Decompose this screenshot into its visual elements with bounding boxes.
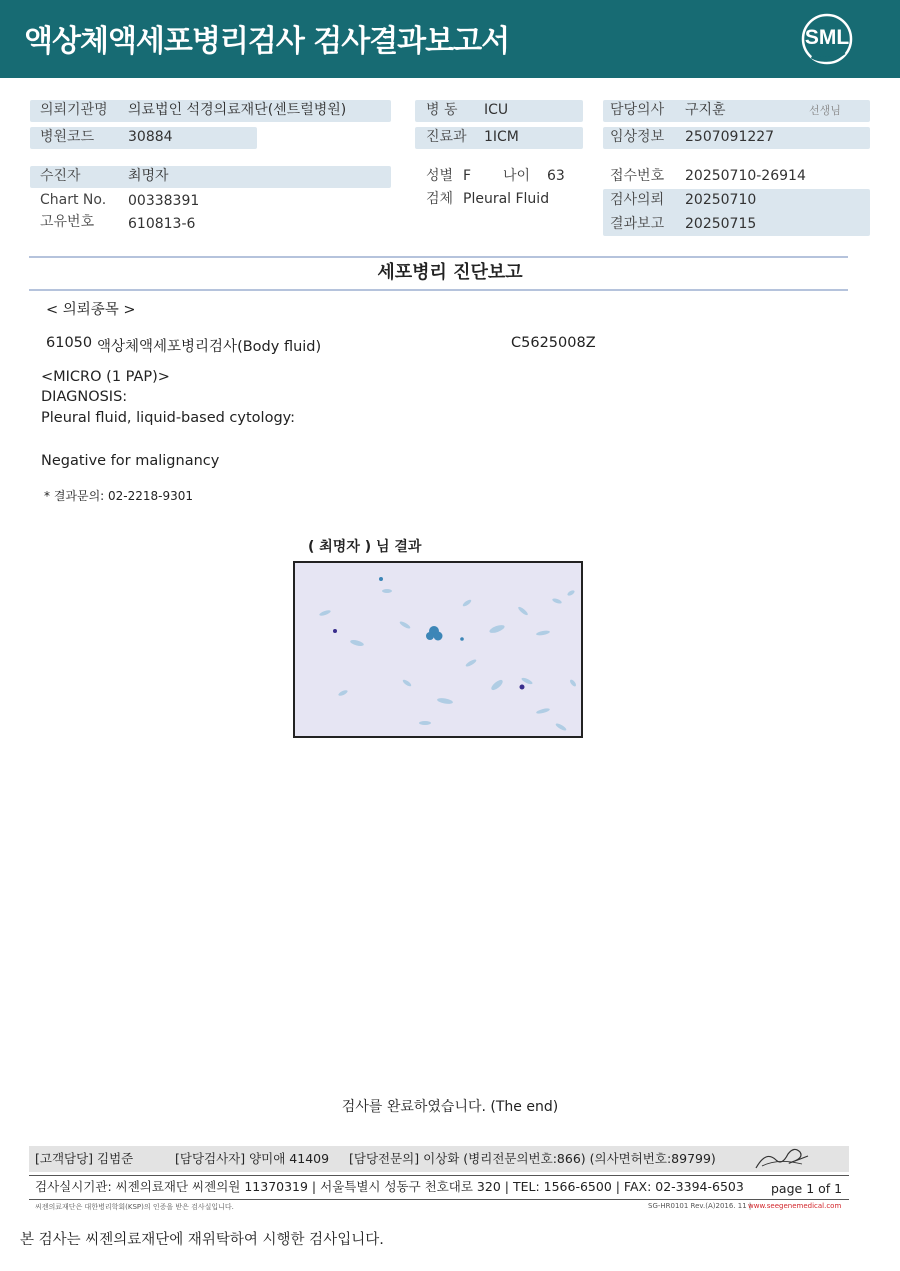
footer-customer: [고객담당] 김범준 xyxy=(35,1151,134,1166)
patient-value: 최명자 xyxy=(128,168,169,184)
footer-page: page 1 of 1 xyxy=(771,1181,843,1196)
dept-value: 1ICM xyxy=(484,129,519,145)
doctor-suffix: 선생님 xyxy=(809,104,841,117)
report-main-title: 액상체액세포병리검사 검사결과보고서 xyxy=(24,24,510,59)
cytology-image xyxy=(293,561,583,738)
request-label: 검사의뢰 xyxy=(610,192,665,208)
logo-text: SML xyxy=(804,26,850,49)
specimen-label: 검체 xyxy=(426,191,454,207)
doctor-value: 구지훈 xyxy=(685,102,726,118)
clinical-label: 임상정보 xyxy=(610,129,665,145)
outsourcing-disclaimer: 본 검사는 씨젠의료재단에 재위탁하여 시행한 검사입니다. xyxy=(20,1232,384,1248)
id-label: 고유번호 xyxy=(40,214,95,230)
chart-value: 00338391 xyxy=(128,193,200,209)
sex-label: 성별 xyxy=(426,168,454,184)
request-value: 20250710 xyxy=(685,192,757,208)
contact-line: * 결과문의: 02-2218-9301 xyxy=(44,489,194,503)
micro-line: <MICRO (1 PAP)> xyxy=(41,369,170,385)
report-section-title: 세포병리 진단보고 xyxy=(377,262,523,283)
footer-rule-bottom xyxy=(29,1199,849,1200)
receipt-label: 접수번호 xyxy=(610,168,665,184)
report-date-label: 결과보고 xyxy=(610,216,665,232)
receipt-value: 20250710-26914 xyxy=(685,168,806,184)
footer-technician: [담당검사자] 양미애 41409 xyxy=(175,1151,330,1166)
age-label: 나이 xyxy=(503,168,531,184)
age-value: 63 xyxy=(547,168,565,184)
org-label: 의뢰기관명 xyxy=(40,102,108,118)
dept-label: 진료과 xyxy=(426,129,467,145)
diagnosis-line: DIAGNOSIS: xyxy=(41,389,128,405)
report-header xyxy=(0,0,900,78)
test-barcode: C5625008Z xyxy=(511,335,596,351)
patient-bar xyxy=(30,166,391,188)
title-rule-bottom xyxy=(29,289,848,291)
report-date-value: 20250715 xyxy=(685,216,757,232)
signature-mark xyxy=(752,1144,812,1176)
ward-value: ICU xyxy=(484,102,509,118)
test-code: 61050 xyxy=(46,335,93,351)
id-value: 610813-6 xyxy=(128,216,196,232)
doctor-label: 담당의사 xyxy=(610,102,665,118)
chart-label: Chart No. xyxy=(40,192,107,208)
hospital-code-label: 병원코드 xyxy=(40,129,95,145)
ward-label: 병 동 xyxy=(426,102,458,118)
footer-specialist: [담당전문의] 이상화 (병리전문의번호:866) (의사면허번호:89799) xyxy=(349,1151,716,1166)
result-line: Negative for malignancy xyxy=(41,453,220,469)
org-value: 의료법인 석경의료재단(센트럴병원) xyxy=(128,102,347,118)
hospital-code-value: 30884 xyxy=(128,129,173,145)
footer-certification: 씨젠의료재단은 대한병리학회(KSP)의 인증을 받은 검사실입니다. xyxy=(35,1203,234,1211)
clinical-value: 2507091227 xyxy=(685,129,775,145)
specimen-line: Pleural fluid, liquid-based cytology: xyxy=(41,410,296,426)
footer-institution: 검사실시기관: 씨젠의료재단 씨젠의원 11370319 | 서울특별시 성동구 천호대로 320 | TEL: 1566-6500 | FAX: 02-3394-6503 xyxy=(35,1179,744,1194)
end-of-report: 검사를 완료하였습니다. (The end) xyxy=(341,1099,559,1115)
specimen-value: Pleural Fluid xyxy=(463,191,550,207)
sml-logo xyxy=(800,12,854,66)
image-caption: ( 최명자 ) 님 결과 xyxy=(308,539,422,555)
test-name: 액상체액세포병리검사(Body fluid) xyxy=(97,339,322,355)
sex-value: F xyxy=(463,168,472,184)
patient-label: 수진자 xyxy=(40,168,81,184)
footer-form-code: SG-HR0101 Rev.(A)2016. 11 | xyxy=(648,1202,752,1210)
footer-website: www.seegenemedical.com xyxy=(748,1202,842,1210)
items-header: < 의뢰종목 > xyxy=(46,302,136,318)
